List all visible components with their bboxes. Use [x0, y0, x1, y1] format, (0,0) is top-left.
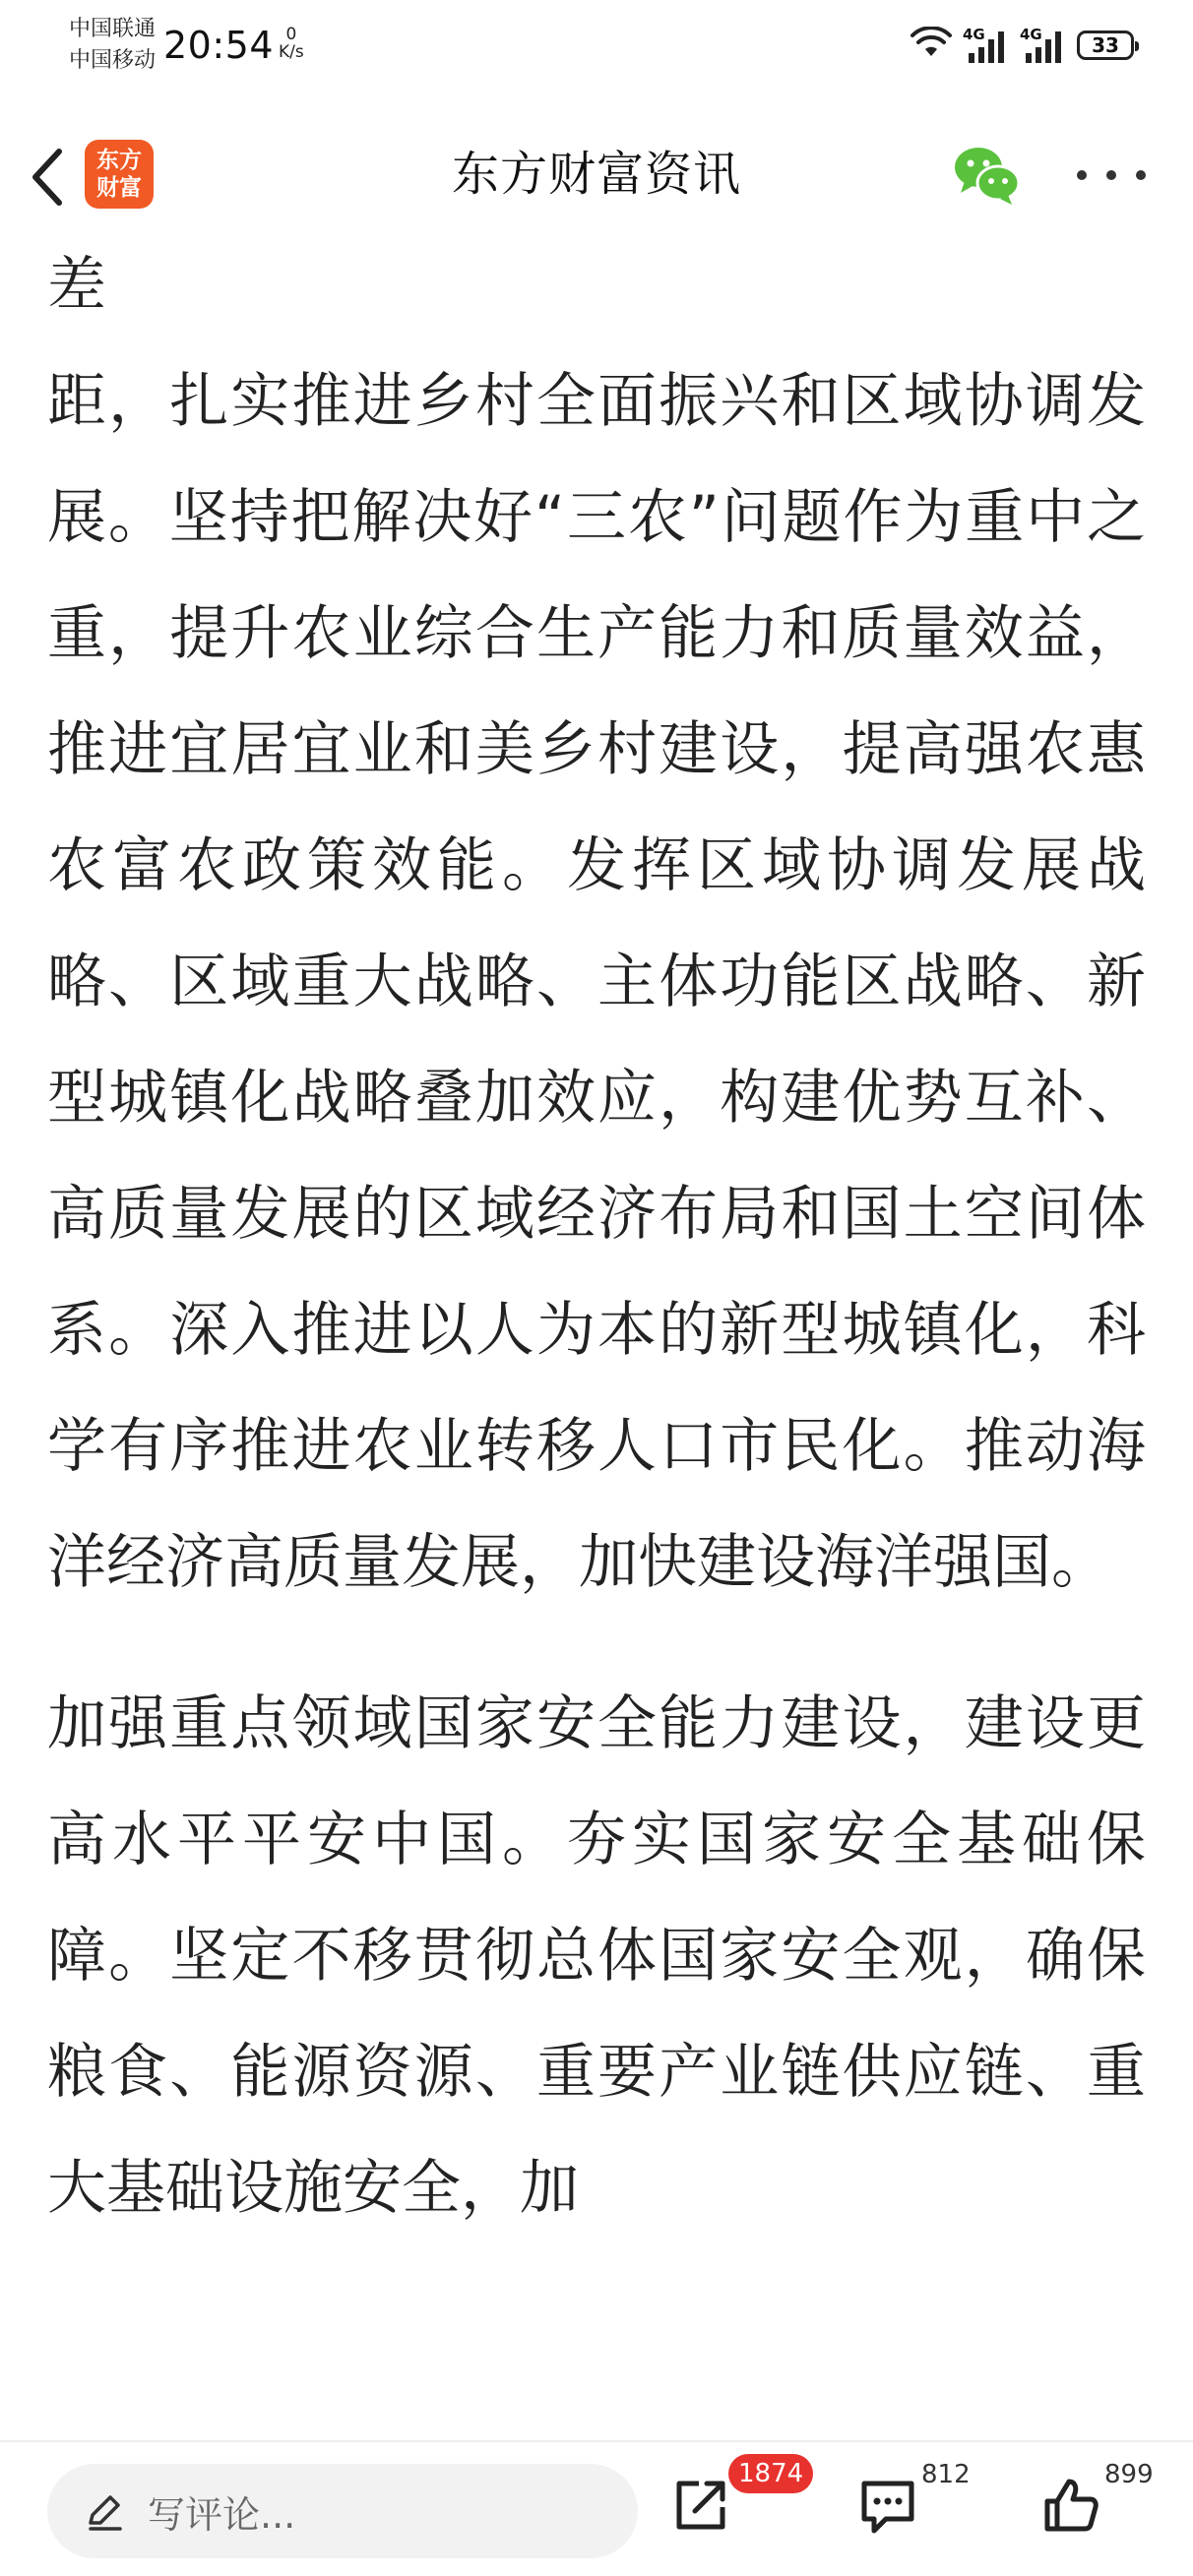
wechat-icon: [951, 140, 1022, 209]
carrier-info: [69, 14, 156, 77]
logo-line-2: 财富: [96, 175, 142, 201]
article-content[interactable]: [0, 242, 1193, 2440]
more-button[interactable]: [1077, 155, 1146, 195]
share-button[interactable]: [669, 2459, 804, 2546]
status-bar: [0, 0, 1193, 98]
status-time: 20:54: [163, 24, 275, 67]
battery-level: 33: [1092, 33, 1119, 57]
back-button[interactable]: [20, 136, 75, 218]
battery-icon: [1077, 31, 1134, 60]
comment-input[interactable]: [47, 2464, 638, 2558]
share-icon: [669, 2474, 732, 2537]
more-icon: [1136, 170, 1146, 180]
comment-icon: [856, 2474, 919, 2537]
wechat-share-button[interactable]: [951, 140, 1022, 209]
comment-count: 812: [921, 2460, 971, 2489]
app-logo[interactable]: [85, 140, 154, 209]
comment-button[interactable]: [856, 2460, 974, 2546]
carrier-1: 中国联通: [69, 17, 157, 41]
comment-placeholder: 写评论...: [148, 2492, 296, 2537]
signal-1-label: 4G: [963, 26, 985, 43]
partial-top-line: 差: [47, 251, 106, 320]
article-paragraph: 距，扎实推进乡村全面振兴和区域协调发展。坚持把解决好“三农”问题作为重中之重，提升农业综合生产能力和质量效益，推进宜居宜业和美乡村建设，提高强农惠农富农政策效能。发挥区域协调发展战略、区域重大战略、主体功能区战略、新型城镇化战略叠加效应，构建优势互补、高质量发展的区域经济布局和国土空间体系。深入推进以人为本的新型城镇化，科学有序推进农业转移人口市民化。推动海洋经济高质量发展，加快建设海洋强国。: [47, 367, 1146, 1597]
more-icon: [1077, 170, 1087, 180]
net-speed-value: 0: [285, 25, 297, 44]
signal-2-label: 4G: [1020, 26, 1042, 43]
status-icons: [910, 24, 1134, 67]
signal-icon: [963, 26, 1010, 65]
carrier-2: 中国移动: [69, 48, 157, 73]
nav-bar: [0, 106, 1193, 242]
logo-line-1: 东方: [96, 148, 142, 173]
bottom-action-bar: [0, 2440, 1193, 2576]
article-paragraph: 加强重点领域国家安全能力建设，建设更高水平平安中国。夯实国家安全基础保障。坚定不移贯彻总体国家安全观，确保粮食、能源资源、重要产业链供应链、重大基础设施安全，加: [47, 1689, 1146, 2223]
article-scroll: [47, 242, 1146, 2246]
signal-icon: [1020, 26, 1067, 65]
wifi-icon: [910, 27, 953, 64]
more-icon: [1106, 170, 1116, 180]
page-title: 东方财富资讯: [451, 147, 741, 202]
back-icon: [28, 146, 67, 209]
like-icon: [1039, 2474, 1102, 2537]
net-speed: [279, 26, 304, 61]
like-button[interactable]: [1039, 2460, 1167, 2546]
like-count: 899: [1104, 2460, 1154, 2489]
share-count-badge: 1874: [728, 2454, 813, 2493]
net-speed-unit: K/s: [279, 42, 304, 62]
pencil-icon: [83, 2489, 126, 2533]
